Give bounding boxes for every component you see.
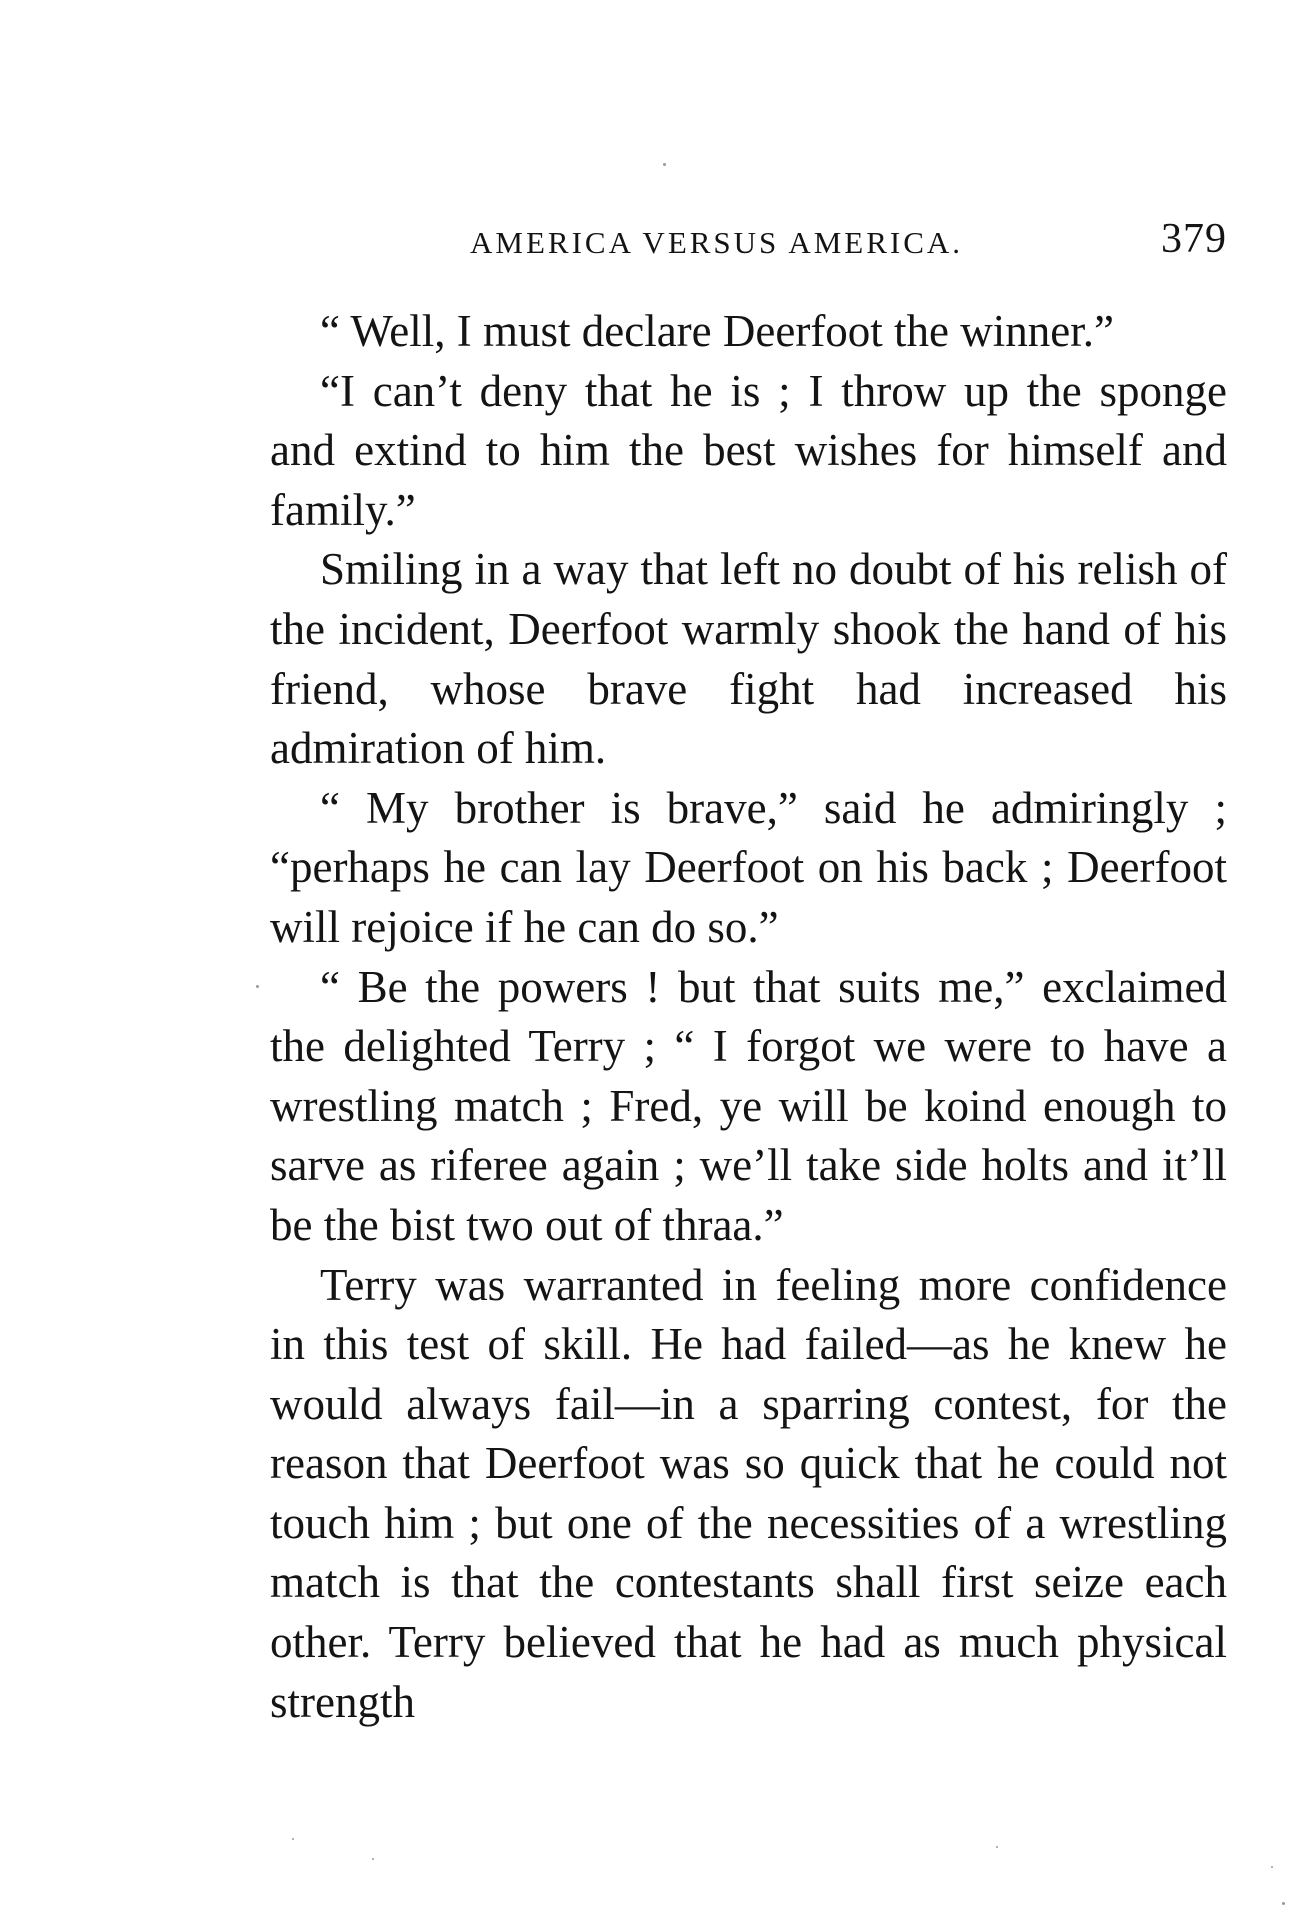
running-head — [470, 215, 1227, 275]
paper-speck — [372, 1858, 374, 1860]
paragraph: “ My brother is brave,” said he admiringly ; “perhaps he can lay Deerfoot on his back ; Deerfoot will rejoice if he can do so.” — [270, 782, 1227, 952]
page-number: 379 — [1161, 216, 1227, 262]
paragraph: Smiling in a way that left no doubt of his relish of the incident, Deerfoot warmly shook the hand of his friend, whose brave fight had increased his admiration of him. — [270, 544, 1227, 774]
paragraph: “I can’t deny that he is ; I throw up the sponge and extind to him the best wishes for himself and family.” — [270, 365, 1227, 535]
paper-speck — [663, 163, 666, 166]
paragraph: “ Well, I must declare Deerfoot the winner.” — [320, 306, 1114, 356]
paper-speck — [292, 1838, 294, 1840]
paper-speck — [1271, 1866, 1273, 1868]
paper-speck — [1282, 1902, 1285, 1905]
body-text — [270, 302, 1227, 1732]
paragraph: Terry was warranted in feeling more confidence in this test of skill. He had failed—as he knew he would always fail—in a sparring contest, for the reason that Deerfoot was so quick that he could not touch him ; but one of the necessities of a wrestling match is that the contestants shall first seize each other. Terry believed that he had as much physical strength — [270, 1259, 1227, 1727]
paragraph: “ Be the powers ! but that suits me,” exclaimed the delighted Terry ; “ I forgot we were to have a wrestling match ; Fred, ye will be koind enough to sarve as riferee again ; we’ll take side holts and it’ll be the bist two out of thraa.” — [270, 961, 1227, 1250]
paper-speck — [256, 985, 259, 988]
paper-speck — [996, 1846, 998, 1848]
running-title: AMERICA VERSUS AMERICA. — [470, 225, 964, 260]
